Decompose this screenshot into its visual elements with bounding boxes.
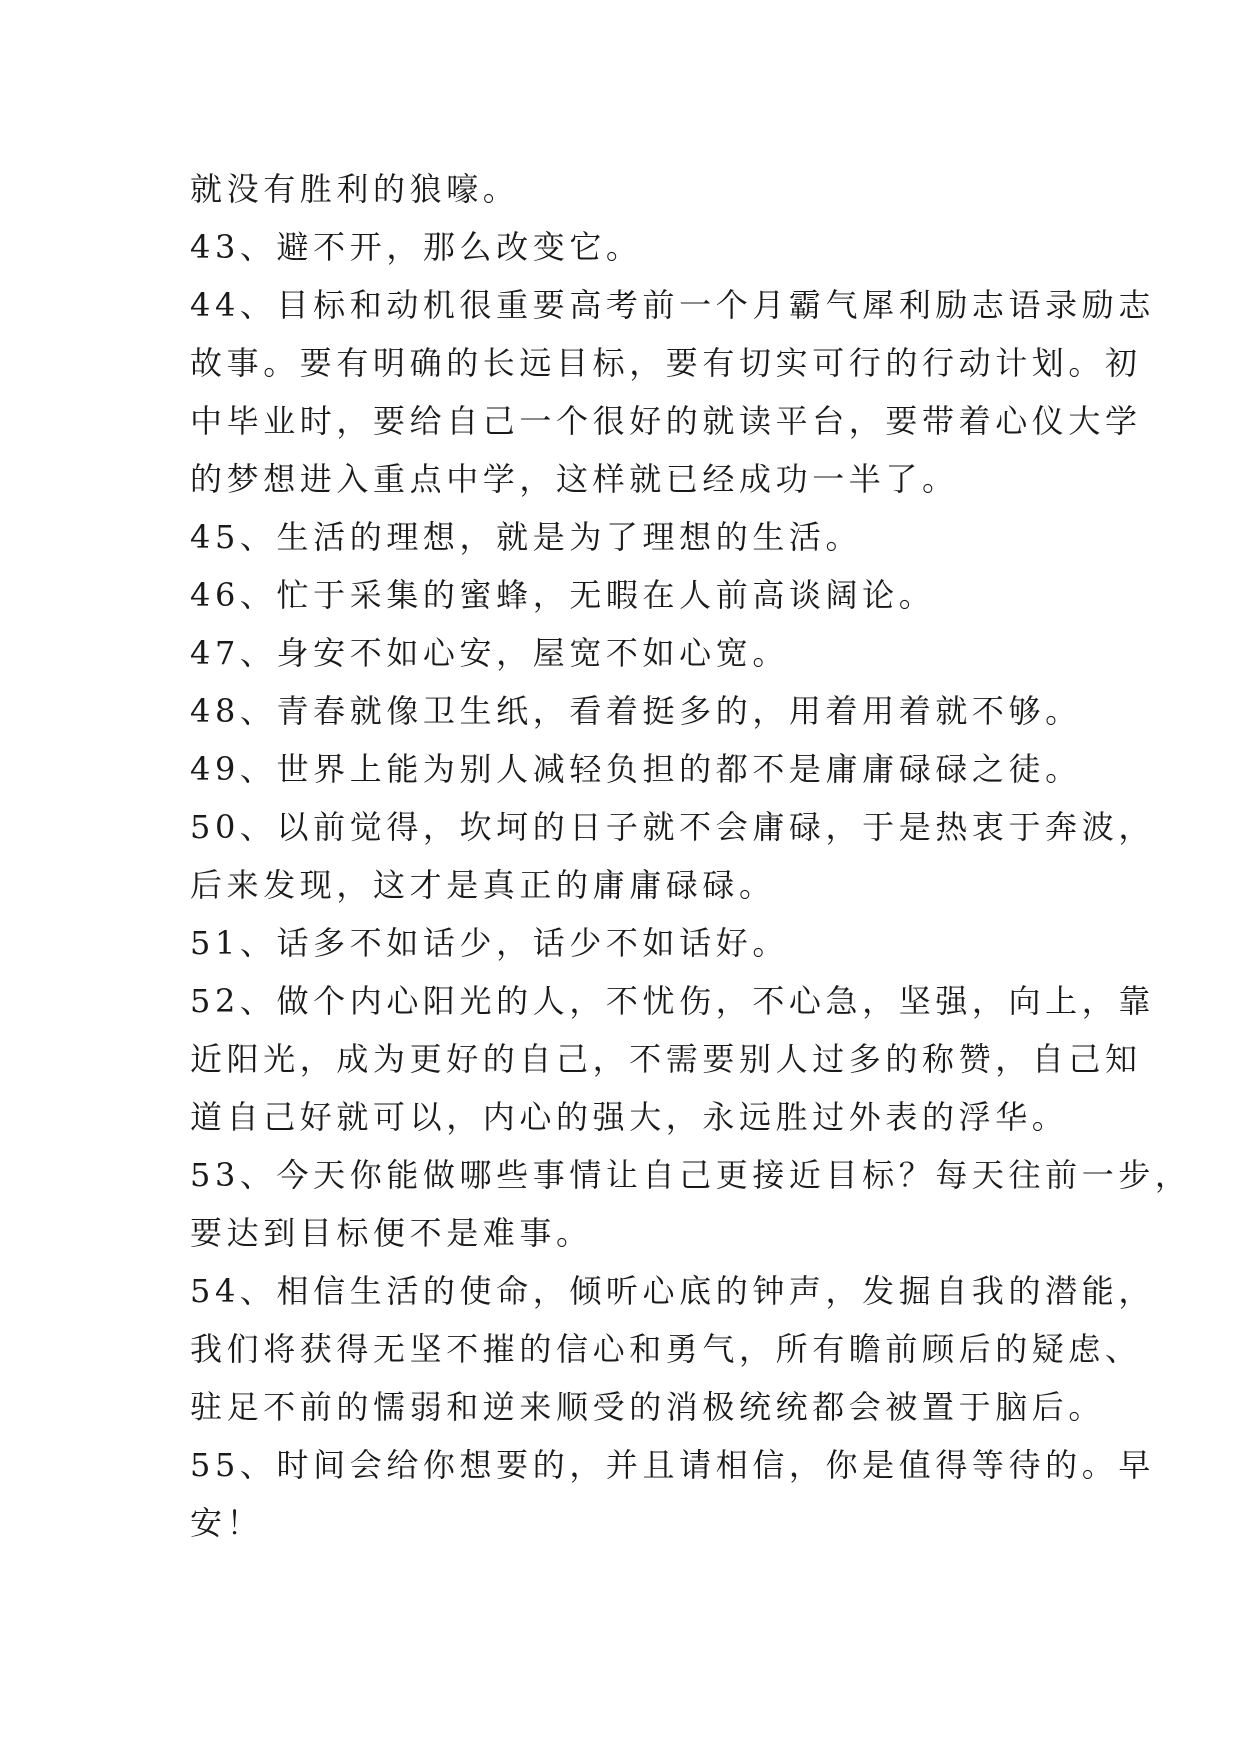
text-line: 我们将获得无坚不摧的信心和勇气，所有瞻前顾后的疑虑、 [190, 1330, 1142, 1368]
text-line: 45、生活的理想，就是为了理想的生活。 [190, 518, 863, 556]
text-line: 51、话多不如话少，话少不如话好。 [190, 924, 789, 962]
text-line: 安！ [190, 1504, 264, 1542]
text-line: 驻足不前的懦弱和逆来顺受的消极统统都会被置于脑后。 [190, 1388, 1106, 1426]
text-line: 46、忙于采集的蜜蜂，无暇在人前高谈阔论。 [190, 576, 936, 614]
text-line: 就没有胜利的狼嚎。 [190, 170, 520, 208]
text-line: 48、青春就像卫生纸，看着挺多的，用着用着就不够。 [190, 692, 1082, 730]
document-body [190, 160, 1192, 1552]
text-line: 中毕业时，要给自己一个很好的就读平台，要带着心仪大学 [190, 402, 1142, 440]
text-line: 50、以前觉得，坎坷的日子就不会庸碌，于是热衷于奔波， [190, 808, 1155, 846]
text-line: 44、目标和动机很重要高考前一个月霸气犀利励志语录励志 [190, 286, 1155, 324]
text-line: 后来发现，这才是真正的庸庸碌碌。 [190, 866, 776, 904]
text-line: 故事。要有明确的长远目标，要有切实可行的行动计划。初 [190, 344, 1142, 382]
text-line: 52、做个内心阳光的人，不忧伤，不心急，坚强，向上，靠 [190, 982, 1155, 1020]
text-line: 要达到目标便不是难事。 [190, 1214, 593, 1252]
text-line: 道自己好就可以，内心的强大，永远胜过外表的浮华。 [190, 1098, 1069, 1136]
text-line: 47、身安不如心安，屋宽不如心宽。 [190, 634, 789, 672]
text-line: 的梦想进入重点中学，这样就已经成功一半了。 [190, 460, 959, 498]
text-line: 近阳光，成为更好的自己，不需要别人过多的称赞，自己知 [190, 1040, 1142, 1078]
text-line: 49、世界上能为别人减轻负担的都不是庸庸碌碌之徒。 [190, 750, 1082, 788]
text-line: 54、相信生活的使命，倾听心底的钟声，发掘自我的潜能， [190, 1272, 1155, 1310]
text-line: 43、避不开，那么改变它。 [190, 228, 643, 266]
text-line: 55、时间会给你想要的，并且请相信，你是值得等待的。早 [190, 1446, 1155, 1484]
text-line: 53、今天你能做哪些事情让自己更接近目标？每天往前一步， [190, 1156, 1192, 1194]
